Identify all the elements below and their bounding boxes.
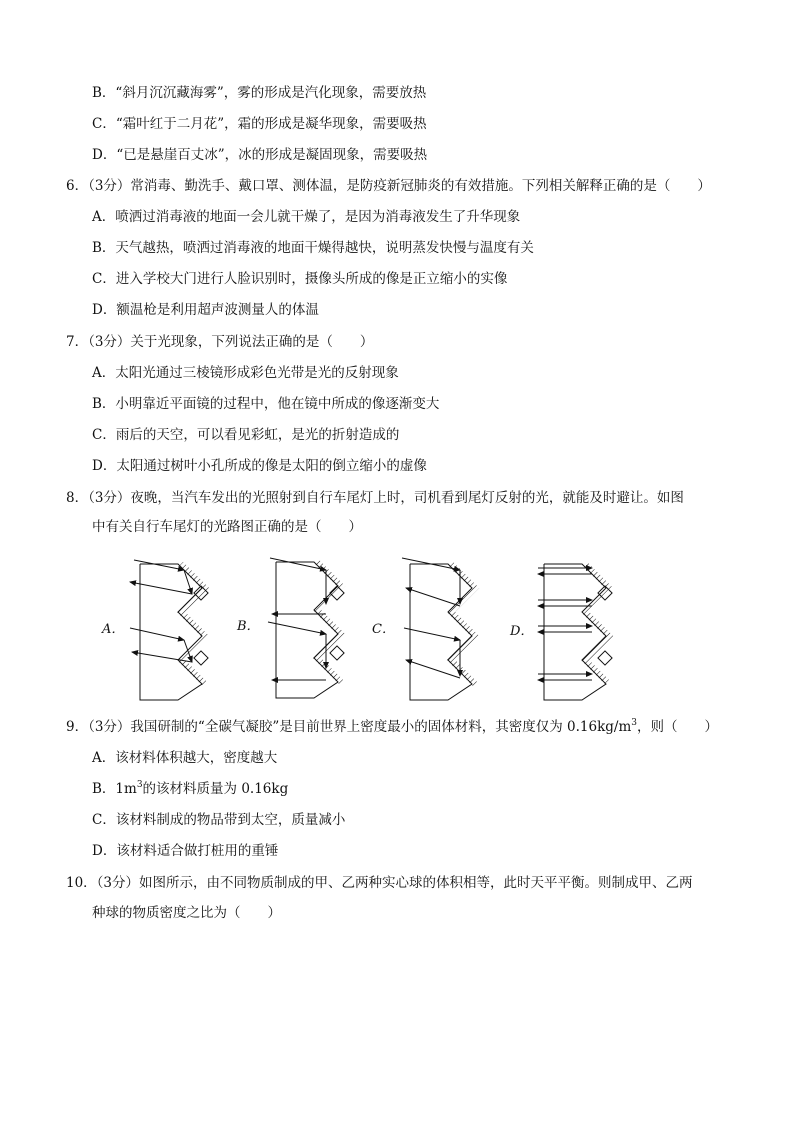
- q5-option-b: B．“斜月沉沉藏海雾”，雾的形成是汽化现象，需要放热: [92, 85, 427, 101]
- q10-stem-line1: 10．（3分）如图所示，由不同物质制成的甲、乙两种实心球的体积相等，此时天平平衡。则制成甲、乙两: [66, 875, 693, 891]
- q6-option-a: A．喷洒过消毒液的地面一会儿就干燥了，是因为消毒液发生了升华现象: [92, 209, 521, 225]
- q6-option-b: B．天气越热，喷洒过消毒液的地面干燥得越快，说明蒸发快慢与温度有关: [92, 240, 534, 256]
- q7-option-b: B．小明靠近平面镜的过程中，他在镜中所成的像逐渐变大: [92, 396, 440, 412]
- q9-option-b: B．$1m^3$的该材料质量为 0.16kg: [92, 780, 289, 797]
- q7-option-a: A．太阳光通过三棱镜形成彩色光带是光的反射现象: [92, 365, 399, 381]
- q5-option-d: D．“已是悬崖百丈冰”，冰的形成是凝固现象，需要吸热: [92, 147, 428, 163]
- q9-stem: 9．（3分）我国研制的“全碳气凝胶”是目前世界上密度最小的固体材料，其密度仅为 $0.16kg/m^3$，则（ ）: [66, 718, 718, 735]
- diagram-a: [130, 560, 208, 700]
- diagram-c: [402, 558, 475, 700]
- q7-option-d: D．太阳通过树叶小孔所成的像是太阳的倒立缩小的虚像: [92, 458, 427, 474]
- q6-option-d: D．额温枪是利用超声波测量人的体温: [92, 302, 319, 318]
- q9-option-d: D．该材料适合做打桩用的重锤: [92, 843, 279, 859]
- q10-stem-line2: 种球的物质密度之比为（ ）: [92, 905, 281, 921]
- bike-reflector-light-path-figure: [92, 548, 652, 706]
- q8-stem-line1: 8．（3分）夜晚，当汽车发出的光照射到自行车尾灯上时，司机看到尾灯反射的光，就能及时避让。如图: [66, 490, 684, 506]
- figure-label-a: A．: [102, 622, 125, 637]
- diagram-b: [268, 558, 344, 698]
- q7-stem: 7．（3分）关于光现象，下列说法正确的是（ ）: [66, 334, 374, 350]
- q8-stem-line2: 中有关自行车尾灯的光路图正确的是（ ）: [92, 519, 362, 535]
- q6-stem: 6．（3分）常消毒、勤洗手、戴口罩、测体温，是防疫新冠肺炎的有效措施。下列相关解释正确的是（ ）: [66, 178, 711, 194]
- light-path-diagrams: [92, 548, 652, 706]
- figure-label-d: D．: [510, 624, 534, 639]
- q7-option-c: C．雨后的天空，可以看见彩虹，是光的折射造成的: [92, 427, 400, 443]
- diagram-d: [538, 564, 612, 700]
- q9-option-a: A．该材料体积越大，密度越大: [92, 750, 278, 766]
- q6-option-c: C．进入学校大门进行人脸识别时，摄像头所成的像是正立缩小的实像: [92, 271, 508, 287]
- figure-label-c: C．: [372, 622, 395, 637]
- figure-label-b: B．: [237, 619, 260, 634]
- q5-option-c: C．“霜叶红于二月花”，霜的形成是凝华现象，需要吸热: [92, 116, 427, 132]
- q9-option-c: C．该材料制成的物品带到太空，质量减小: [92, 812, 346, 828]
